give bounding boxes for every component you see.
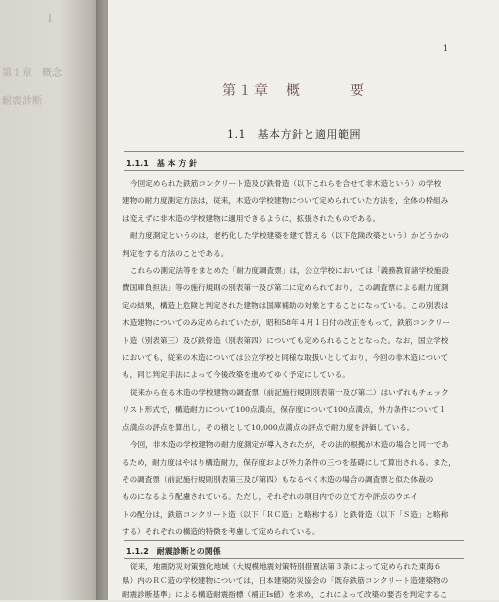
text-line: 木造建物についてのみ定められていたが，昭和58年４月１日付の改正をもって，鉄筋コンクリー <box>122 318 451 328</box>
body-text <box>122 175 468 541</box>
text-line: も，同じ判定手法によって今後改築を進めてゆく予定にしている。 <box>122 370 350 380</box>
left-page-edge <box>0 0 108 600</box>
subsection-heading: 1.1.2 耐震診断との関係 <box>126 547 221 556</box>
divider <box>124 151 464 152</box>
text-line: 今回定められた鉄筋コンクリート造及び鉄骨造（以下これらを合せて非木造という）の学校 <box>130 179 442 188</box>
text-line: 耐震診断基準」による構造耐震指標（補正Is値）を求め，これによって改築の要否を判定するこ <box>122 590 448 599</box>
text-line: 点満点の評点を算出し，その積として10,000点満点の評点で耐力度を評価している。 <box>122 422 415 432</box>
text-line: リスト形式で，構造耐力について100点満点，保存度について100点満点，外力条件について１ <box>122 405 447 415</box>
text-line: るため，耐力度はやはり構造耐力，保存度および外力条件の三つを基礎にして算出される。また， <box>122 457 456 467</box>
text-line: 定の結果，構造上危険と判定された建物は国庫補助の対象とすることになっている。この別表は <box>122 300 449 310</box>
text-line: ものになるよう配慮されている。ただし，それぞれの項目内での立て方や評点のウエイ <box>122 492 419 502</box>
divider <box>124 540 464 541</box>
chapter-title: 第１章 概 要 <box>222 83 366 99</box>
left-page-fragment: Ⅰ <box>48 14 52 25</box>
text-line: 費国庫負担法」等の施行規則の別表第一及び第二に定められており，この調査票による耐力度測 <box>122 283 449 293</box>
text-line: その調査票（前記施行規則別表第三及び第四）もなるべく木造の場合の調査票と似た体裁の <box>122 474 434 484</box>
text-line: トの配分は，鉄筋コンクリート造（以下「ＲＣ造」と略称する）と鉄骨造（以下「Ｓ造」と略称 <box>122 509 449 519</box>
text-line: 従来，地震防災対策強化地域（大規模地震対策特別措置法第３条によって定められた東海６ <box>130 562 442 571</box>
text-line: 耐力度測定というのは，老朽化した学校建築を建て替える（以下危険改築という）かどうかの <box>130 231 449 241</box>
text-line: 県）内のＲＣ造の学校建物については，日本建築防災協会の「既存鉄筋コンクリート造建築物の <box>122 576 449 585</box>
text-line: 従来から在る木造の学校建物の調査票（前記施行規則別表第一及び第二）はいずれもチェック <box>130 387 449 397</box>
text-line: 判定をする方法のことである。 <box>122 248 229 258</box>
text-line: する）それぞれの構造的特徴を考慮して定められている。 <box>122 527 320 537</box>
text-line: これらの測定法等をまとめた「耐力度調査票」は，公立学校においては「義務教育諸学校施設 <box>130 266 449 276</box>
left-page-fragment: 第１章 概念 <box>2 68 62 79</box>
section-title: 1.1 基本方針と適用範囲 <box>227 128 361 141</box>
text-line: 今回，非木造の学校建物の耐力度測定が導入されたが，その法的根拠が木造の場合と同一であ <box>130 440 449 450</box>
body-text <box>122 560 468 602</box>
divider <box>124 558 464 559</box>
text-line: においても，従来の木造については公立学校と同様な取扱いとしており，今回の非木造について <box>122 353 449 363</box>
left-page-fragment: 耐震診断 <box>2 96 42 107</box>
subsection-heading: 1.1.1 基 本 方 針 <box>126 159 198 168</box>
text-line: ト造（別表第三）及び鉄骨造（別表第四）についても定められることとなった。なお，国立学校 <box>122 335 449 345</box>
page-number: 1 <box>443 44 449 53</box>
divider <box>124 170 464 171</box>
text-line: は変えずに非木造の学校建物に適用できるように，拡張されたものである。 <box>122 213 381 223</box>
text-line: 建物の耐力度測定方法は，従来，木造の学校建物について定められていた方法を，全体の枠組み <box>122 196 449 206</box>
book-page <box>108 0 499 600</box>
